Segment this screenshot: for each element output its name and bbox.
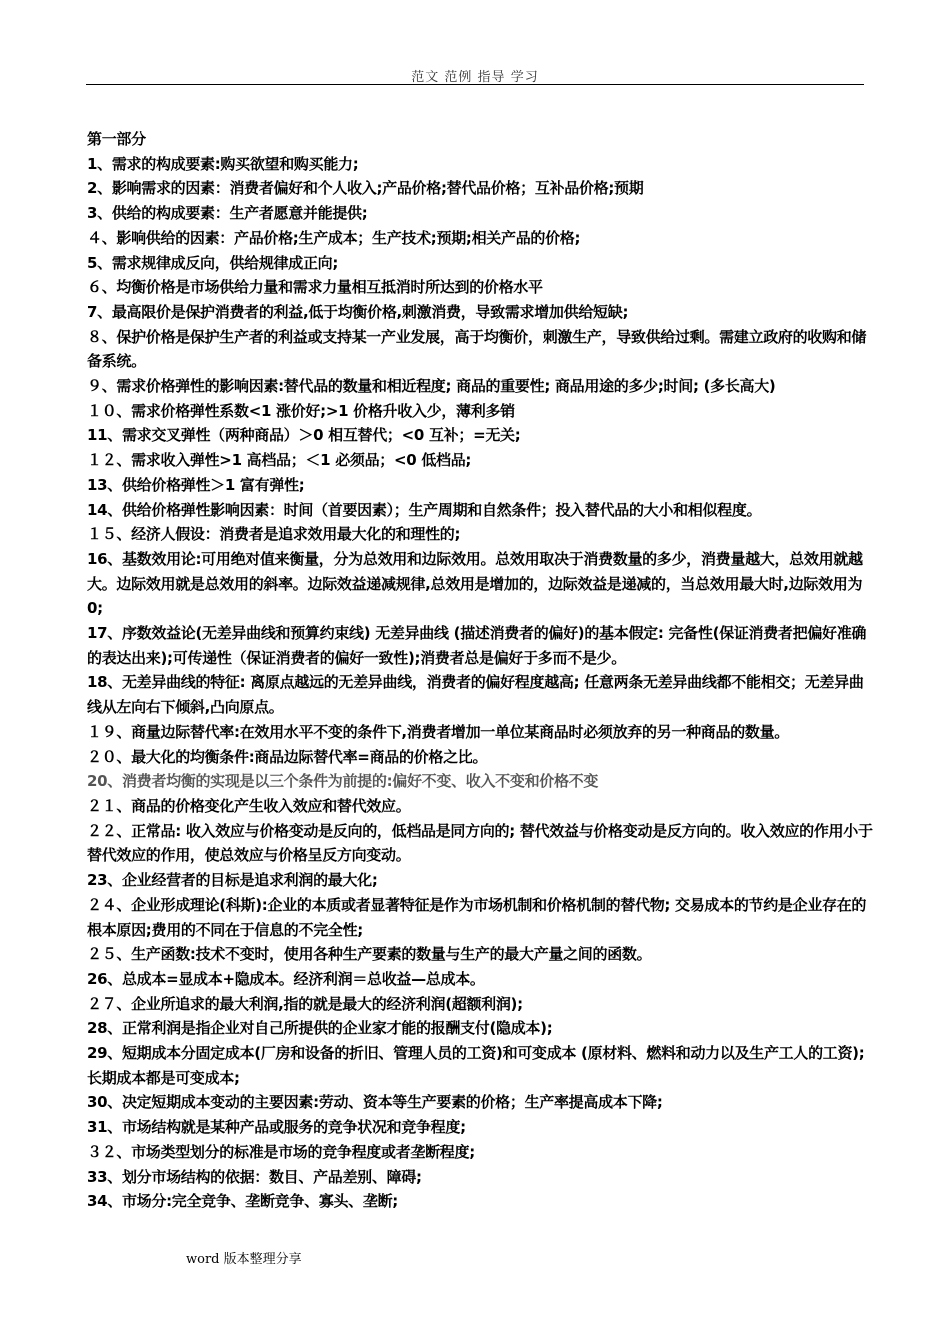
- page-footer: word 版本整理分享: [186, 1252, 302, 1267]
- list-item-17: 17、序数效益论(无差异曲线和预算约束线) 无差异曲线 (描述消费者的偏好)的基本假定: 完备性(保证消费者把偏好准确的表达出来);可传递性（保证消费者的偏好一致性);消费者总是偏好于多而不是少。: [87, 624, 867, 667]
- page-header: 范文 范例 指导 学习: [411, 70, 539, 85]
- list-item-29: 29、短期成本分固定成本(厂房和设备的折旧、管理人员的工资)和可变成本 (原材料、燃料和动力以及生产工人的工资);长期成本都是可变成本;: [87, 1044, 865, 1087]
- list-item-24: ２４、企业形成理论(科斯):企业的本质或者显著特征是作为市场机制和价格机制的替代物; 交易成本的节约是企业存在的根本原因;费用的不同在于信息的不完全性;: [87, 895, 867, 939]
- list-item-4: ４、影响供给的因素：产品价格;生产成本；生产技术;预期;相关产品的价格;: [87, 228, 581, 247]
- list-item-33: 33、划分市场结构的依据：数目、产品差别、障碍;: [87, 1167, 422, 1186]
- list-item-25: ２５、生产函数:技术不变时，使用各种生产要素的数量与生产的最大产量之间的函数。: [87, 945, 652, 964]
- list-item-3: 3、供给的构成要素：生产者愿意并能提供;: [87, 204, 368, 223]
- list-item-30: 30、决定短期成本变动的主要因素:劳动、资本等生产要素的价格；生产率提高成本下降;: [87, 1093, 663, 1112]
- list-item-31: 31、市场结构就是某种产品或服务的竞争状况和竞争程度;: [87, 1118, 466, 1137]
- document-body: [87, 127, 877, 1214]
- list-item-12: １２、需求收入弹性>1 高档品；＜1 必须品；<0 低档品;: [87, 451, 472, 470]
- list-item-5: 5、需求规律成反向，供给规律成正向;: [87, 253, 339, 272]
- list-item-26: 26、总成本=显成本+隐成本。经济利润＝总收益—总成本。: [87, 969, 485, 988]
- list-item-22: ２２、正常品: 收入效应与价格变动是反向的，低档品是同方向的; 替代效益与价格变动是反方向的。收入效应的作用小于替代效应的作用，使总效应与价格呈反方向变动。: [87, 821, 873, 865]
- list-item-21: ２１、商品的价格变化产生收入效应和替代效应。: [87, 796, 411, 815]
- list-item-14: 14、供给价格弹性影响因素：时间（首要因素）；生产周期和自然条件；投入替代品的大小和相似程度。: [87, 500, 762, 519]
- list-item-1: 1、需求的构成要素:购买欲望和购买能力;: [87, 154, 359, 173]
- list-item-2: 2、影响需求的因素：消费者偏好和个人收入;产品价格;替代品价格；互补品价格;预期: [87, 179, 644, 198]
- list-item-20a: ２０、最大化的均衡条件:商品边际替代率=商品的价格之比。: [87, 747, 488, 766]
- list-item-16: 16、基数效用论:可用绝对值来衡量，分为总效用和边际效用。总效用取决于消费数量的多少，消费量越大，总效用就越大。边际效用就是总效用的斜率。边际效益递减规律,总效用是增加的，边际效益是递减的，当总效用最大时,边际效用为 0;: [87, 549, 863, 618]
- list-item-23: 23、企业经营者的目标是追求利润的最大化;: [87, 871, 378, 890]
- list-item-32: ３２、市场类型划分的标准是市场的竞争程度或者垄断程度;: [87, 1142, 475, 1161]
- list-item-27: ２７、企业所追求的最大利润,指的就是最大的经济利润(超额利润);: [87, 994, 523, 1013]
- list-item-8: ８、保护价格是保护生产者的利益或支持某一产业发展，高于均衡价，刺激生产，导致供给过剩。需建立政府的收购和储备系统。: [87, 327, 867, 371]
- list-item-11: 11、需求交叉弹性（两种商品）＞0 相互替代；<0 互补；=无关;: [87, 426, 521, 445]
- list-item-28: 28、正常利润是指企业对自己所提供的企业家才能的报酬支付(隐成本);: [87, 1019, 553, 1038]
- list-item-13: 13、供给价格弹性＞1 富有弹性;: [87, 475, 305, 494]
- list-item-18: 18、无差异曲线的特征: 离原点越远的无差异曲线，消费者的偏好程度越高; 任意两条无差异曲线都不能相交；无差异曲线从左向右下倾斜,凸向原点。: [87, 673, 864, 717]
- list-item-15: １５、经济人假设：消费者是追求效用最大化的和理性的;: [87, 525, 461, 544]
- list-item-19: １９、商量边际替代率:在效用水平不变的条件下,消费者增加一单位某商品时必须放弃的另一种商品的数量。: [87, 722, 790, 741]
- section-title: 第一部分: [87, 130, 146, 148]
- list-item-7: 7、最高限价是保护消费者的利益,低于均衡价格,刺激消费，导致需求增加供给短缺;: [87, 302, 629, 321]
- list-item-10: １０、需求价格弹性系数<1 涨价好;>1 价格升收入少，薄利多销: [87, 401, 515, 420]
- list-item-20b: 20、消费者均衡的实现是以三个条件为前提的:偏好不变、收入不变和价格不变: [87, 772, 599, 791]
- list-item-9: ９、需求价格弹性的影响因素:替代品的数量和相近程度; 商品的重要性; 商品用途的多少;时间; (多长高大): [87, 377, 776, 396]
- list-item-6: ６、均衡价格是市场供给力量和需求力量相互抵消时所达到的价格水平: [87, 278, 543, 297]
- list-item-34: 34、市场分:完全竞争、垄断竞争、寡头、垄断;: [87, 1192, 398, 1211]
- header-divider: [86, 84, 864, 85]
